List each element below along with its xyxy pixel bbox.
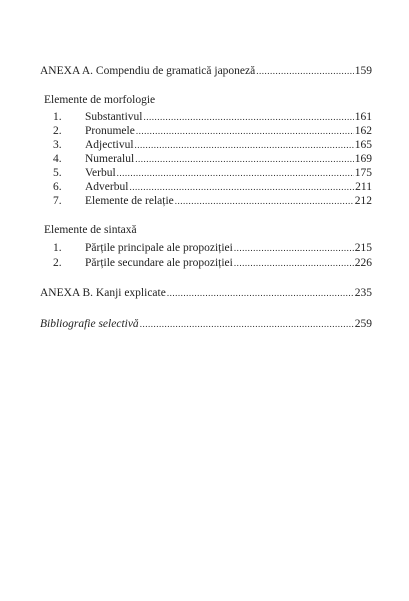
leader-dots <box>140 317 354 331</box>
toc-entry-label: Adverbul <box>85 181 129 193</box>
leader-dots <box>135 138 354 152</box>
toc-entry-page: 215 <box>354 242 372 254</box>
toc-entry <box>53 180 372 194</box>
toc-entry-number: 1. <box>53 242 62 254</box>
toc-entry-label: Adjectivul <box>85 139 134 151</box>
toc-entry <box>53 110 372 124</box>
section-heading-sintaxa: Elemente de sintaxă <box>44 224 137 236</box>
toc-entry-page: 259 <box>354 318 372 330</box>
toc-entry-page: 169 <box>354 153 372 165</box>
toc-entry-page: 159 <box>354 65 372 77</box>
toc-entry-number: 2. <box>53 125 62 137</box>
toc-entry-label: Părțile secundare ale propoziției <box>85 257 233 269</box>
toc-entry-number: 2. <box>53 257 62 269</box>
toc-entry-page: 165 <box>354 139 372 151</box>
leader-dots <box>167 286 354 300</box>
toc-entry-number: 4. <box>53 153 62 165</box>
toc-entry-label: Verbul <box>85 167 116 179</box>
section-heading-morfologie: Elemente de morfologie <box>44 94 156 106</box>
toc-entry <box>53 241 372 255</box>
toc-entry <box>53 256 372 270</box>
toc-entry-number: 7. <box>53 195 62 207</box>
toc-entry-label: ANEXA A. Compendiu de gramatică japoneză <box>40 65 256 77</box>
leader-dots <box>175 194 354 208</box>
leader-dots <box>129 180 354 194</box>
toc-entry-label: Părțile principale ale propoziției <box>85 242 233 254</box>
toc-entry-number: 5. <box>53 167 62 179</box>
toc-entry <box>53 138 372 152</box>
toc-entry-number: 3. <box>53 139 62 151</box>
leader-dots <box>144 110 354 124</box>
toc-entry-annex-a <box>40 64 372 78</box>
toc-entry-page: 235 <box>354 287 372 299</box>
leader-dots <box>256 64 354 78</box>
toc-entry-number: 1. <box>53 111 62 123</box>
toc-entry-label: Pronumele <box>85 125 135 137</box>
toc-entry-annex-b <box>40 286 372 300</box>
toc-entry <box>53 194 372 208</box>
toc-entry <box>53 124 372 138</box>
toc-entry-bibliografie <box>40 317 372 331</box>
toc-entry-label: ANEXA B. Kanji explicate <box>40 287 166 299</box>
toc-entry-page: 175 <box>354 167 372 179</box>
toc-entry-page: 211 <box>355 181 372 193</box>
toc-entry-number: 6. <box>53 181 62 193</box>
leader-dots <box>117 166 354 180</box>
toc-entry-label: Substantivul <box>85 111 143 123</box>
leader-dots <box>234 256 354 270</box>
toc-entry-page: 226 <box>354 257 372 269</box>
leader-dots <box>234 241 354 255</box>
toc-entry <box>53 152 372 166</box>
leader-dots <box>136 124 354 138</box>
toc-entry-label: Elemente de relație <box>85 195 174 207</box>
leader-dots <box>135 152 354 166</box>
toc-entry-label: Bibliografie selectivă <box>40 318 139 330</box>
toc-entry-label: Numeralul <box>85 153 135 165</box>
toc-entry-page: 161 <box>354 111 372 123</box>
toc-entry-page: 212 <box>354 195 372 207</box>
toc-entry-page: 162 <box>354 125 372 137</box>
toc-entry <box>53 166 372 180</box>
